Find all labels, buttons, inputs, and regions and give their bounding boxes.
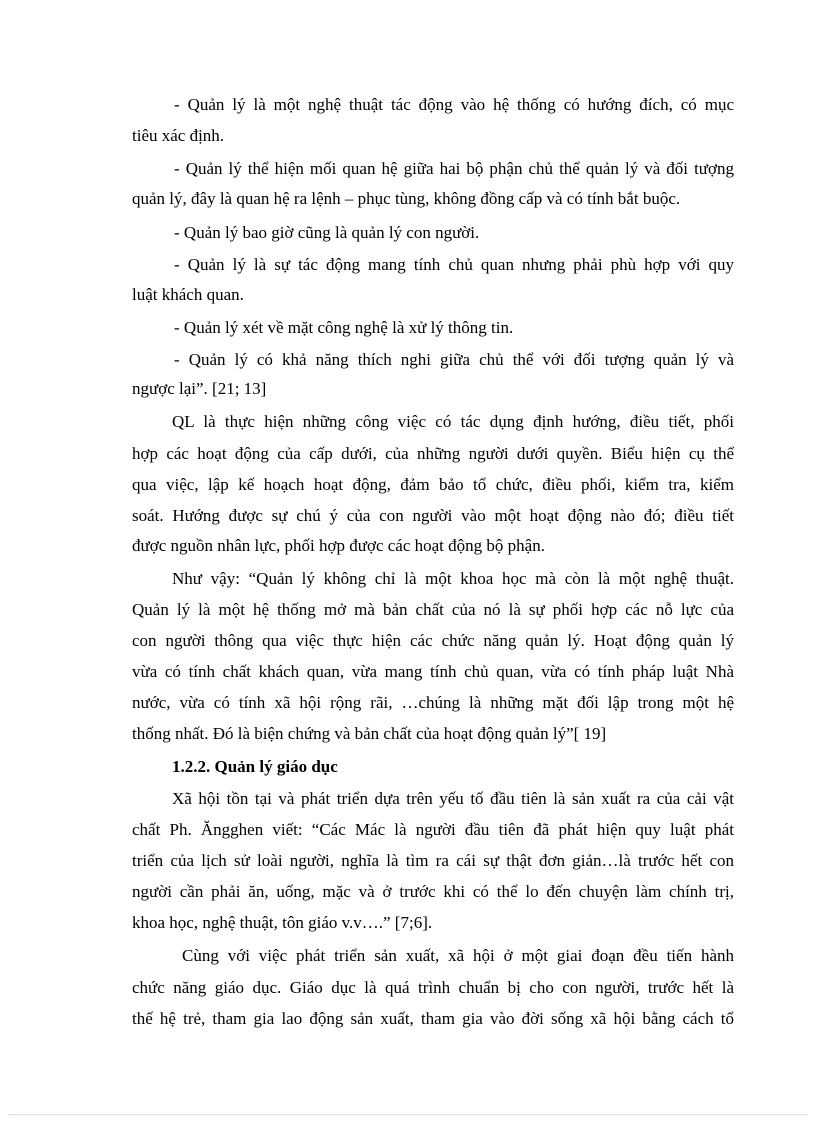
text-line: vừa có tính chất khách quan, vừa mang tính chủ quan, vừa có tính pháp luật Nhà bbox=[132, 662, 734, 681]
page-bottom-rule bbox=[8, 1114, 808, 1115]
text-line: soát. Hướng được sự chú ý của con người vào một hoạt động nào đó; điều tiết bbox=[132, 506, 734, 525]
text-line: hợp các hoạt động của cấp dưới, của những người dưới quyền. Biểu hiện cụ thể bbox=[132, 444, 734, 463]
text-line: tiêu xác định. bbox=[132, 126, 225, 145]
text-line: Như vậy: “Quản lý không chỉ là một khoa học mà còn là một nghệ thuật. bbox=[172, 569, 734, 588]
section-heading: 1.2.2. Quản lý giáo dục bbox=[172, 757, 338, 776]
text-line: Quản lý là một hệ thống mở mà bản chất của nó là sự phối hợp các nỗ lực của bbox=[132, 600, 734, 619]
text-line: - Quản lý bao giờ cũng là quản lý con người. bbox=[174, 223, 480, 242]
text-line: Xã hội tồn tại và phát triển dựa trên yếu tố đầu tiên là sản xuất ra của cải vật bbox=[172, 789, 734, 808]
text-line: nước, vừa có tính xã hội rộng rãi, …chúng là những mặt đối lập trong một hệ bbox=[132, 693, 734, 712]
text-line: luật khách quan. bbox=[132, 285, 244, 304]
text-line: - Quản lý thể hiện mối quan hệ giữa hai bộ phận chủ thể quản lý và đối tượng bbox=[174, 159, 734, 178]
text-line: khoa học, nghệ thuật, tôn giáo v.v….” [7;6]. bbox=[132, 913, 433, 932]
text-line: - Quản lý có khả năng thích nghi giữa chủ thể với đối tượng quản lý và bbox=[174, 350, 734, 369]
text-line: QL là thực hiện những công việc có tác dụng định hướng, điều tiết, phối bbox=[172, 412, 734, 431]
text-line: được nguồn nhân lực, phối hợp được các hoạt động bộ phận. bbox=[132, 536, 545, 555]
text-line: con người thông qua việc thực hiện các chức năng quản lý. Hoạt động quản lý bbox=[132, 631, 734, 650]
text-line: thế hệ trẻ, tham gia lao động sản xuất, tham gia vào đời sống xã hội bằng cách tổ bbox=[132, 1009, 734, 1028]
text-line: - Quản lý là sự tác động mang tính chủ quan nhưng phải phù hợp với quy bbox=[174, 255, 734, 274]
text-line: qua việc, lập kế hoạch hoạt động, đảm bảo tổ chức, điều phối, kiểm tra, kiểm bbox=[132, 475, 734, 494]
text-line: Cùng với việc phát triển sản xuất, xã hội ở một giai đoạn đều tiến hành bbox=[182, 946, 734, 965]
text-line: thống nhất. Đó là biện chứng và bản chất của hoạt động quản lý”[ 19] bbox=[132, 724, 607, 743]
text-line: quản lý, đây là quan hệ ra lệnh – phục tùng, không đồng cấp và có tính bắt buộc. bbox=[132, 189, 681, 208]
text-line: ngược lại”. [21; 13] bbox=[132, 379, 267, 398]
text-line: chức năng giáo dục. Giáo dục là quá trình chuẩn bị cho con người, trước hết là bbox=[132, 978, 734, 997]
text-line: - Quản lý là một nghệ thuật tác động vào hệ thống có hướng đích, có mục bbox=[174, 95, 734, 114]
text-line: chất Ph. Ăngghen viết: “Các Mác là người đầu tiên đã phát hiện quy luật phát bbox=[132, 820, 734, 839]
text-line: triển của lịch sử loài người, nghĩa là tìm ra cái sự thật đơn giản…là trước hết con bbox=[132, 851, 734, 870]
text-line: - Quản lý xét về mặt công nghệ là xử lý thông tin. bbox=[174, 318, 514, 337]
text-line: người cần phải ăn, uống, mặc và ở trước khi có thể lo đến chuyện làm chính trị, bbox=[132, 882, 734, 901]
